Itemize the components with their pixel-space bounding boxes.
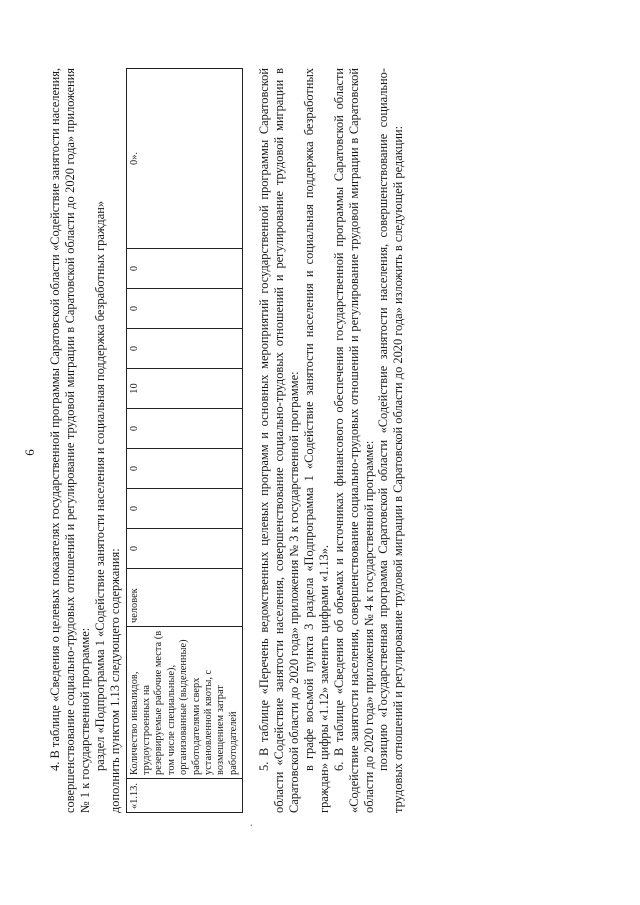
paragraph-4-instruction: дополнить пунктом 1.13 следующего содержания: [107, 548, 122, 813]
value-cell: 0 [126, 489, 243, 529]
row-number: «1.13. [126, 779, 243, 813]
document-body [48, 68, 406, 813]
paragraph-6: 6. В таблице «Сведения об объемах и источниках финансового обеспечения государственной программы Саратовской области «Содействие занятости населения, совершенствование социально-трудовых отношений и регулирование трудовой миграции в Саратовской области до 2020 года» приложения № 4 к государственной программе: [331, 68, 376, 813]
unit-cell: человек [126, 569, 243, 627]
indicator-name: Количество инвалидов, трудоустроенных на резервируемые рабочие места (в том числе специальные), организованные (выделенные) работодателями сверх установленной квоты, с возмещением затрат работодателей [126, 627, 243, 779]
value-cell: 0 [126, 289, 243, 329]
value-cell: 0 [126, 249, 243, 289]
table-row [126, 69, 243, 813]
page-number: 6 [22, 449, 37, 456]
margin-dot: · [246, 823, 258, 827]
value-cell: 0 [126, 329, 243, 369]
paragraph-6-instruction: позицию «Государственная программа Саратовской области «Содействие занятости населения, совершенствование социально-трудовых отношений и регулирование трудовой миграции в Саратовской области до 2020 года» изложить в следующей редакции: [376, 68, 406, 813]
paragraph-5: 5. В таблице «Перечень ведомственных целевых программ и основных мероприятий государственной программы Саратовской области «Содействие занятости населения, совершенствование социально-трудовых отношений и регулирование трудовой миграции в Саратовской области до 2020 года» приложения № 3 к государственной программе: [257, 68, 301, 813]
value-cell: 0». [126, 69, 243, 249]
value-cell: 0 [126, 409, 243, 449]
value-cell: 0 [126, 449, 243, 489]
paragraph-4-section: раздел «Подпрограмма 1 «Содействие занятости населения и социальная поддержка безработных граждан» [92, 200, 107, 771]
paragraph-5-instruction: в графе восьмой пункта 3 раздела «Подпрограмма 1 «Содействие занятости населения и социальная поддержка безработных граждан» цифры «1.12» заменить цифрами «1.13». [301, 68, 331, 813]
paragraph-4: 4. В таблице «Сведения о целевых показателях государственной программы Саратовской области «Содействие занятости населения, совершенствование социально-трудовых отношений и регулирование трудовой миграции в Саратовской области до 2020 года» приложения № 1 к государственной программе: [48, 68, 92, 813]
value-cell: 0 [126, 529, 243, 569]
insert-table [126, 68, 244, 813]
value-cell: 10 [126, 369, 243, 409]
